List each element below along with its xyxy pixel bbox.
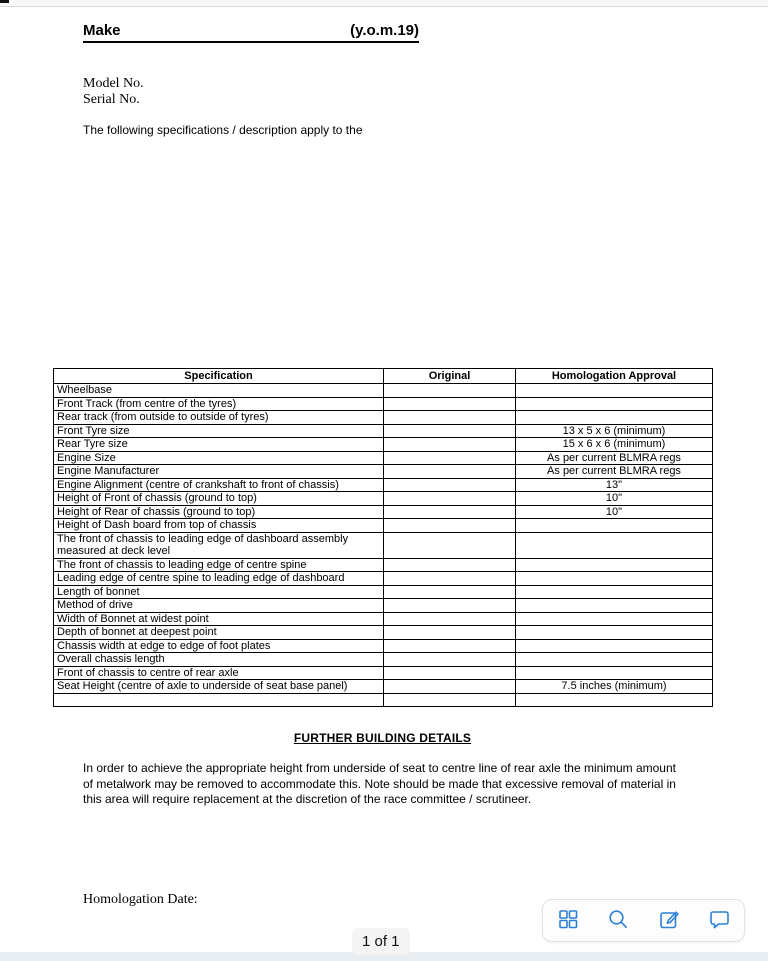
original-cell: [384, 558, 516, 572]
approval-cell: [516, 693, 713, 706]
approval-cell: [516, 599, 713, 613]
approval-cell: [516, 639, 713, 653]
homologation-date-label: Homologation Date:: [83, 892, 198, 907]
top-left-black-mark: [0, 0, 9, 3]
further-building-details-heading: FURTHER BUILDING DETAILS: [293, 731, 472, 745]
spec-cell: The front of chassis to leading edge of centre spine: [54, 558, 384, 572]
approval-cell: As per current BLMRA regs: [516, 451, 713, 465]
original-cell: [384, 693, 516, 706]
table-row: [54, 411, 713, 425]
spec-cell: Overall chassis length: [54, 653, 384, 667]
original-cell: [384, 492, 516, 506]
approval-cell: As per current BLMRA regs: [516, 465, 713, 479]
table-row: [54, 639, 713, 653]
table-row: [54, 438, 713, 452]
approval-cell: [516, 612, 713, 626]
spec-cell: Leading edge of centre spine to leading edge of dashboard: [54, 572, 384, 586]
spec-cell: Front Tyre size: [54, 424, 384, 438]
approval-cell: [516, 585, 713, 599]
original-cell: [384, 465, 516, 479]
spec-cell: Engine Size: [54, 451, 384, 465]
table-row: [54, 612, 713, 626]
search-icon: [606, 907, 630, 934]
table-row: [54, 666, 713, 680]
top-chrome-strip: [0, 0, 768, 7]
comment-bubble-icon: [707, 907, 731, 934]
model-no-label: Model No.: [83, 76, 144, 91]
original-cell: [384, 478, 516, 492]
document-page[interactable]: [0, 8, 768, 952]
original-cell: [384, 599, 516, 613]
table-row: [54, 465, 713, 479]
header-specification: Specification: [54, 369, 384, 384]
approval-cell: [516, 653, 713, 667]
further-building-details-text: In order to achieve the appropriate height from underside of seat to centre line of rear axle the minimum amount of metalwork may be removed to accommodate this. Note should be made that excessive removal of material in this area will require replacement at the discretion of the race committee / scrutineer.: [83, 761, 676, 806]
original-cell: [384, 451, 516, 465]
spec-cell: Wheelbase: [54, 384, 384, 398]
table-row: [54, 626, 713, 640]
original-cell: [384, 572, 516, 586]
spec-cell: Length of bonnet: [54, 585, 384, 599]
model-serial-block: [83, 76, 144, 108]
table-row: [54, 653, 713, 667]
original-cell: [384, 585, 516, 599]
table-row: [54, 384, 713, 398]
approval-cell: 15 x 6 x 6 (minimum): [516, 438, 713, 452]
original-cell: [384, 612, 516, 626]
spec-cell: Rear Tyre size: [54, 438, 384, 452]
approval-cell: 10": [516, 505, 713, 519]
table-row: [54, 572, 713, 586]
spec-cell: Width of Bonnet at widest point: [54, 612, 384, 626]
approval-cell: [516, 397, 713, 411]
spec-cell: [54, 693, 384, 706]
make-header-line: [83, 22, 419, 43]
spec-cell: Height of Rear of chassis (ground to top): [54, 505, 384, 519]
intro-line: The following specifications / description apply to the: [83, 123, 363, 137]
approval-cell: 13": [516, 478, 713, 492]
original-cell: [384, 626, 516, 640]
spec-cell: Engine Alignment (centre of crankshaft to front of chassis): [54, 478, 384, 492]
header-homologation-approval: Homologation Approval: [516, 369, 713, 384]
make-label: Make: [83, 22, 121, 39]
spec-cell: Front Track (from centre of the tyres): [54, 397, 384, 411]
markup-button[interactable]: [652, 904, 686, 938]
original-cell: [384, 532, 516, 558]
spec-cell: Height of Dash board from top of chassis: [54, 519, 384, 533]
table-row: [54, 451, 713, 465]
approval-cell: [516, 519, 713, 533]
table-header-row: [54, 369, 713, 384]
approval-cell: [516, 411, 713, 425]
spec-cell: Height of Front of chassis (ground to top): [54, 492, 384, 506]
original-cell: [384, 505, 516, 519]
table-row: [54, 532, 713, 558]
table-row: [54, 478, 713, 492]
approval-cell: 7.5 inches (minimum): [516, 680, 713, 694]
grid-icon: [556, 907, 580, 934]
original-cell: [384, 438, 516, 452]
markup-pencil-icon: [657, 907, 681, 934]
spec-cell: Depth of bonnet at deepest point: [54, 626, 384, 640]
original-cell: [384, 680, 516, 694]
spec-cell: Chassis width at edge to edge of foot plates: [54, 639, 384, 653]
original-cell: [384, 519, 516, 533]
spec-cell: Seat Height (centre of axle to underside of seat base panel): [54, 680, 384, 694]
spec-cell: Method of drive: [54, 599, 384, 613]
original-cell: [384, 397, 516, 411]
table-row: [54, 492, 713, 506]
table-row: [54, 397, 713, 411]
table-row: [54, 599, 713, 613]
approval-cell: [516, 384, 713, 398]
approval-cell: [516, 558, 713, 572]
serial-no-label: Serial No.: [83, 92, 140, 107]
page-indicator: 1 of 1: [352, 928, 410, 955]
approval-cell: [516, 666, 713, 680]
original-cell: [384, 411, 516, 425]
original-cell: [384, 639, 516, 653]
spec-cell: Engine Manufacturer: [54, 465, 384, 479]
approval-cell: 13 x 5 x 6 (minimum): [516, 424, 713, 438]
original-cell: [384, 653, 516, 667]
spec-cell: Rear track (from outside to outside of tyres): [54, 411, 384, 425]
table-row: [54, 585, 713, 599]
approval-cell: [516, 572, 713, 586]
yom-label: (y.o.m.19): [350, 22, 419, 39]
table-row: [54, 693, 713, 706]
original-cell: [384, 666, 516, 680]
approval-cell: [516, 532, 713, 558]
search-button[interactable]: [601, 904, 635, 938]
viewer-toolbar: [542, 899, 745, 942]
table-row: [54, 505, 713, 519]
original-cell: [384, 424, 516, 438]
table-row: [54, 558, 713, 572]
thumbnails-button[interactable]: [551, 904, 585, 938]
table-row: [54, 519, 713, 533]
table-row: [54, 680, 713, 694]
comment-button[interactable]: [702, 904, 736, 938]
specification-table: [53, 368, 713, 707]
spec-cell: Front of chassis to centre of rear axle: [54, 666, 384, 680]
original-cell: [384, 384, 516, 398]
table-row: [54, 424, 713, 438]
header-original: Original: [384, 369, 516, 384]
spec-cell: The front of chassis to leading edge of dashboard assembly measured at deck level: [54, 532, 384, 558]
approval-cell: [516, 626, 713, 640]
approval-cell: 10": [516, 492, 713, 506]
